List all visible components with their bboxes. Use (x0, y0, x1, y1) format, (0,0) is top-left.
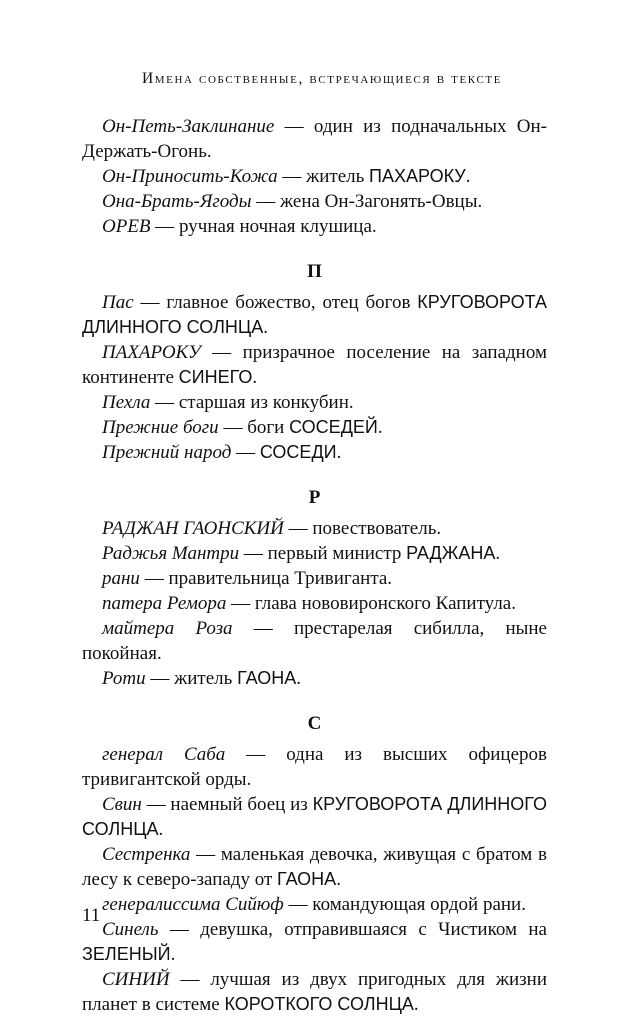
entry-term: Она-Брать-Ягоды (102, 191, 252, 212)
entry-definition: — старшая из конкубин. (150, 392, 354, 413)
entry-definition: — лучшая из двух пригодных для жизни планет в системе (82, 969, 547, 1015)
entry-definition: — главное божество, отец богов (133, 292, 418, 313)
glossary-sections (82, 259, 547, 1017)
glossary-entry (82, 516, 547, 541)
glossary-entry (82, 415, 547, 440)
entry-definition: — призрачное поселение на западном континенте (82, 342, 547, 388)
entry-term: Он-Петь-Заклинание (102, 116, 275, 137)
entry-definition: — девушка, отправившаяся с Чистиком на (158, 919, 547, 940)
cross-reference: СОСЕДЕЙ (289, 417, 378, 437)
entry-term: генералиссима Сийюф (102, 894, 284, 915)
glossary-entry (82, 114, 547, 164)
entry-definition: . (495, 543, 501, 564)
entry-definition: — одна из высших офицеров тривигантской орды. (82, 744, 547, 790)
intro-entries (82, 114, 547, 239)
entry-term: Роти (102, 668, 146, 689)
entry-term: Раджья Мантри (102, 543, 240, 564)
glossary-entry (82, 792, 547, 842)
glossary-entry (82, 917, 547, 967)
entry-term: Сестренка (102, 844, 191, 865)
section-letter: Р (308, 487, 321, 508)
entry-term: ПАХАРОКУ (102, 342, 201, 363)
glossary-entry (82, 290, 547, 340)
entry-term: патера Ремора (102, 593, 227, 614)
entry-definition: — жена Он-Загонять-Овцы. (251, 191, 483, 212)
cross-reference: СОСЕДИ (259, 442, 337, 462)
entry-definition: . (158, 819, 164, 840)
glossary-entry (82, 666, 547, 691)
glossary-entry (82, 440, 547, 465)
entry-term: майтера Роза (102, 618, 233, 639)
entry-definition: — глава нововиронского Капитула. (226, 593, 516, 614)
glossary-entry (82, 967, 547, 1017)
entry-term: Он-Приносить-Кожа (102, 166, 278, 187)
entry-term: Пас (102, 292, 134, 313)
glossary-entry (82, 892, 547, 917)
entry-term: Прежний народ (102, 442, 232, 463)
cross-reference: КРУГОВОРОТА ДЛИННОГО СОЛНЦА (82, 794, 547, 839)
cross-reference: КРУГОВОРОТА ДЛИННОГО СОЛНЦА (82, 292, 547, 337)
entry-definition: — правительница Тривиганта. (139, 568, 393, 589)
section-letter: П (307, 261, 322, 282)
entry-term: рани (102, 568, 140, 589)
cross-reference: ЗЕЛЕНЫЙ (82, 944, 171, 964)
glossary-entry (82, 541, 547, 566)
glossary-entry (82, 164, 547, 189)
entry-definition: — первый министр (239, 543, 407, 564)
entry-term: ОРЕВ (102, 216, 151, 237)
glossary-entry (82, 214, 547, 239)
entry-definition: . (170, 944, 176, 965)
entry-definition: — житель (277, 166, 370, 187)
cross-reference: КОРОТКОГО СОЛНЦА (224, 994, 414, 1014)
running-header: Имена собственные, встречающиеся в тексте (141, 70, 503, 87)
entry-definition: . (336, 869, 341, 890)
page-number: 11 (82, 905, 101, 926)
entry-term: Свин (102, 794, 142, 815)
cross-reference: СИНЕГО (178, 367, 253, 387)
entry-definition: — командующая ордой рани. (283, 894, 526, 915)
entry-definition: — ручная ночная клушица. (150, 216, 377, 237)
glossary-entry (82, 390, 547, 415)
glossary-entry (82, 340, 547, 390)
section-letter: С (307, 713, 322, 734)
entry-definition: — один из подначальных Он-Держать-Огонь. (82, 116, 547, 162)
entry-term: генерал Саба (102, 744, 226, 765)
entry-definition: . (465, 166, 471, 187)
entry-definition: . (252, 367, 258, 388)
entry-definition: . (263, 317, 268, 338)
entry-term: РАДЖАН ГАОНСКИЙ (102, 518, 284, 539)
entry-definition: — престарелая сибилла, ныне покойная. (82, 618, 547, 664)
entry-definition: — наемный боец из (141, 794, 313, 815)
glossary-entry (82, 566, 547, 591)
glossary-entry (82, 189, 547, 214)
entry-term: Прежние боги (102, 417, 219, 438)
glossary-entry (82, 591, 547, 616)
glossary-entry (82, 842, 547, 892)
entry-term: Пехла (102, 392, 151, 413)
cross-reference: ГАОНА (277, 869, 337, 889)
entry-definition: . (296, 668, 301, 689)
entry-definition: — боги (218, 417, 290, 438)
entry-definition: — житель (145, 668, 238, 689)
cross-reference: ГАОНА (237, 668, 297, 688)
glossary-entry (82, 616, 547, 666)
cross-reference: РАДЖАНА (406, 543, 496, 563)
entry-definition: . (377, 417, 383, 438)
entry-term: Синель (102, 919, 159, 940)
entry-definition: . (413, 994, 419, 1015)
entry-definition: — повествователь. (283, 518, 442, 539)
entry-term: СИНИЙ (102, 969, 170, 990)
cross-reference: ПАХАРОКУ (369, 166, 466, 186)
glossary-body (82, 114, 547, 1017)
glossary-entry (82, 742, 547, 792)
entry-definition: — маленькая девочка, живущая с братом в лесу к северо-западу от (82, 844, 547, 890)
entry-definition: — (231, 442, 260, 463)
entry-definition: . (336, 442, 342, 463)
